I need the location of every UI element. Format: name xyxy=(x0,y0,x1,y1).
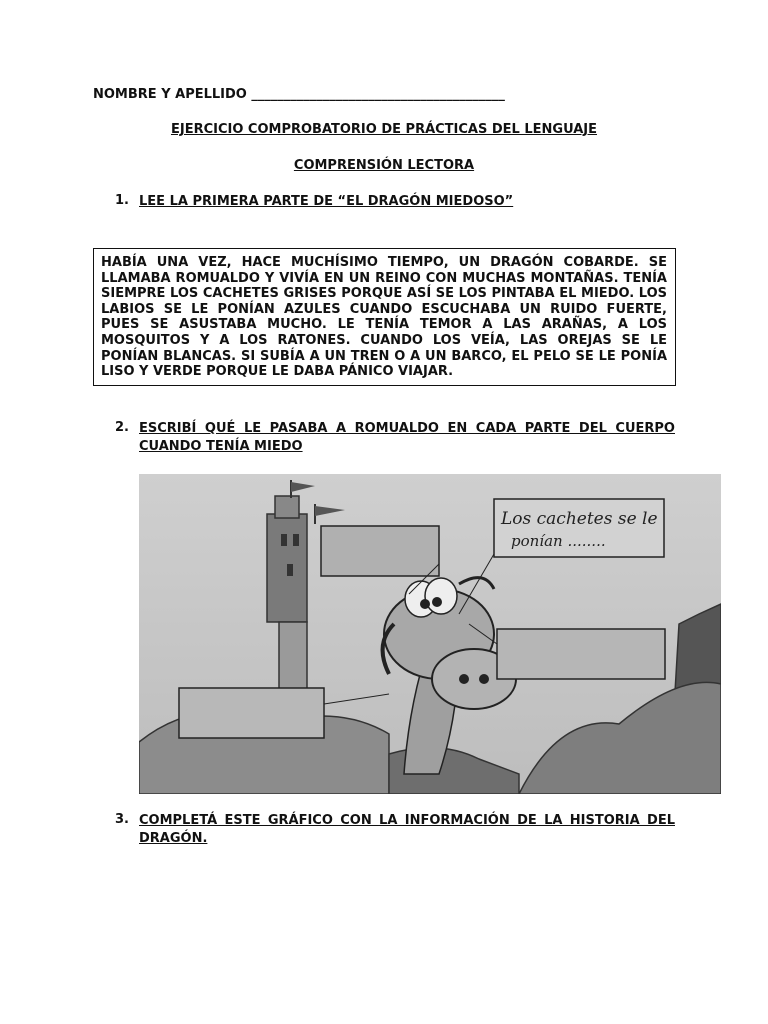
name-label: NOMBRE Y APELLIDO xyxy=(93,87,247,102)
exercise-title: EJERCICIO COMPROBATORIO DE PRÁCTICAS DEL LENGUAJE xyxy=(170,122,598,137)
answer-box-top-left[interactable] xyxy=(321,526,439,576)
handwritten-line-1: Los cachetes se le xyxy=(501,509,658,529)
instruction-3 xyxy=(115,812,675,848)
instruction-2 xyxy=(115,420,675,456)
dragon-illustration xyxy=(139,474,721,794)
answer-box-bottom-left[interactable] xyxy=(179,688,324,738)
section-title: COMPRENSIÓN LECTORA xyxy=(293,158,475,173)
name-line xyxy=(93,87,505,102)
instruction-number: 1. xyxy=(115,193,129,208)
instruction-number: 2. xyxy=(115,420,129,435)
name-blank[interactable]: _______________________________________ xyxy=(251,87,505,102)
handwritten-line-2: ponían ........ xyxy=(511,532,606,550)
instruction-1 xyxy=(115,193,675,211)
instruction-text: ESCRIBÍ QUÉ LE PASABA A ROMUALDO EN CADA PARTE DEL CUERPO CUANDO TENÍA MIEDO xyxy=(139,421,675,454)
instruction-number: 3. xyxy=(115,812,129,827)
instruction-text: LEE LA PRIMERA PARTE DE “EL DRAGÓN MIEDOSO” xyxy=(139,194,514,209)
instruction-text: COMPLETÁ ESTE GRÁFICO CON LA INFORMACIÓN DE LA HISTORIA DEL DRAGÓN. xyxy=(139,813,675,846)
story-box: HABÍA UNA VEZ, HACE MUCHÍSIMO TIEMPO, UN DRAGÓN COBARDE. SE LLAMABA ROMUALDO Y VIVÍA EN UN REINO CON MUCHAS MONTAÑAS. TENÍA SIEMPRE LOS CACHETES GRISES PORQUE ASÍ SE LOS PINTABA EL MIEDO. LOS LABIOS SE LE PONÍAN AZULES CUANDO ESCUCHABA UN RUIDO FUERTE, PUES SE ASUSTABA MUCHO. LE TENÍA TEMOR A LAS ARAÑAS, A LOS MOSQUITOS Y A LOS RATONES. CUANDO LOS VEÍA, LAS OREJAS SE LE PONÍAN BLANCAS. SI SUBÍA A UN TREN O A UN BARCO, EL PELO SE LE PONÍA LISO Y VERDE PORQUE LE DABA PÁNICO VIAJAR. xyxy=(93,248,676,386)
answer-box-right[interactable] xyxy=(497,629,665,679)
